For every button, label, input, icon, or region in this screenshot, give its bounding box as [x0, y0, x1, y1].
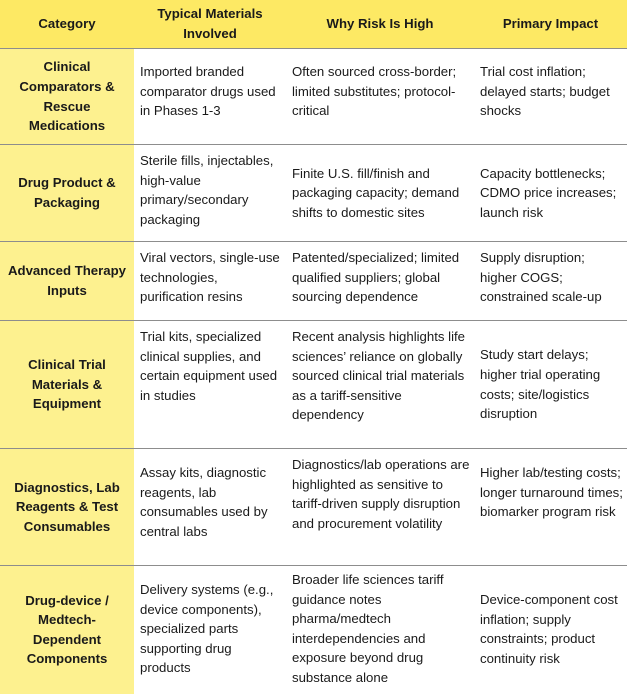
category-cell: Advanced Therapy Inputs [0, 242, 134, 321]
why-cell: Recent analysis highlights life sciences’ reliance on globally sourced clinical trial materials as a tariff-sensitive dependency [286, 321, 474, 449]
impact-cell: Study start delays; higher trial operating costs; site/logistics disruption [474, 321, 627, 449]
materials-cell: Assay kits, diagnostic reagents, lab consumables used by central labs [134, 449, 286, 566]
table-row [0, 566, 627, 694]
impact-cell: Device-component cost inflation; supply constraints; product continuity risk [474, 566, 627, 694]
materials-cell: Trial kits, specialized clinical supplies, and certain equipment used in studies [134, 321, 286, 449]
category-cell: Diagnostics, Lab Reagents & Test Consumables [0, 449, 134, 566]
why-cell: Finite U.S. fill/finish and packaging capacity; demand shifts to domestic sites [286, 145, 474, 242]
impact-cell: Trial cost inflation; delayed starts; budget shocks [474, 49, 627, 145]
category-cell: Clinical Comparators & Rescue Medications [0, 49, 134, 145]
why-cell: Often sourced cross-border; limited substitutes; protocol-critical [286, 49, 474, 145]
materials-cell: Viral vectors, single-use technologies, purification resins [134, 242, 286, 321]
category-cell: Clinical Trial Materials & Equipment [0, 321, 134, 449]
materials-cell: Delivery systems (e.g., device components), specialized parts supporting drug products [134, 566, 286, 694]
impact-cell: Capacity bottlenecks; CDMO price increases; launch risk [474, 145, 627, 242]
table-row [0, 242, 627, 321]
table-row [0, 449, 627, 566]
materials-cell: Sterile fills, injectables, high-value primary/secondary packaging [134, 145, 286, 242]
header-why: Why Risk Is High [286, 0, 474, 49]
impact-cell: Supply disruption; higher COGS; constrained scale-up [474, 242, 627, 321]
table-row [0, 145, 627, 242]
materials-cell: Imported branded comparator drugs used in Phases 1-3 [134, 49, 286, 145]
header-category: Category [0, 0, 134, 49]
table-row [0, 321, 627, 449]
table-row [0, 49, 627, 145]
impact-cell: Higher lab/testing costs; longer turnaround times; biomarker program risk [474, 449, 627, 566]
why-cell: Patented/specialized; limited qualified suppliers; global sourcing dependence [286, 242, 474, 321]
why-cell: Broader life sciences tariff guidance notes pharma/medtech interdependencies and exposure beyond drug substance alone [286, 566, 474, 694]
header-row [0, 0, 627, 49]
why-cell: Diagnostics/lab operations are highlighted as sensitive to tariff-driven supply disruption and procurement volatility [286, 449, 474, 566]
header-materials: Typical Materials Involved [134, 0, 286, 49]
category-cell: Drug-device / Medtech-Dependent Components [0, 566, 134, 694]
category-cell: Drug Product & Packaging [0, 145, 134, 242]
header-impact: Primary Impact [474, 0, 627, 49]
